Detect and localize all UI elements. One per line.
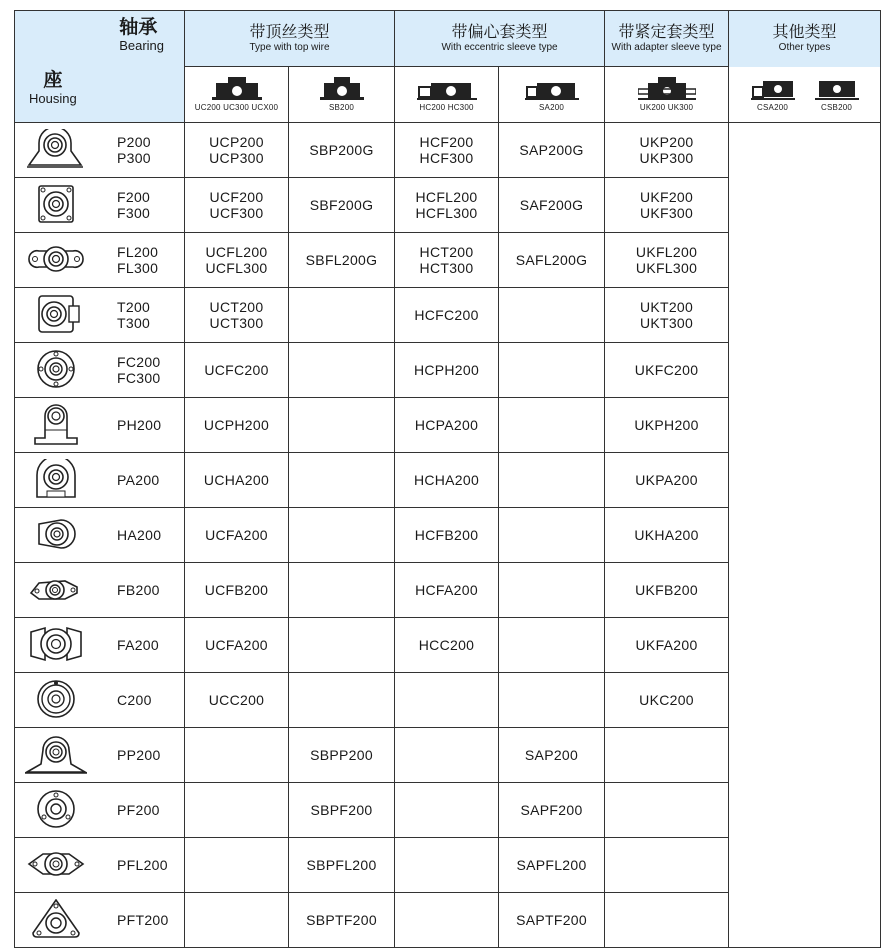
housing-code-value: T300	[117, 315, 151, 331]
group-header-row	[15, 11, 881, 67]
uc-cell	[185, 508, 289, 563]
uk-cell	[605, 838, 729, 893]
hc-cell	[395, 563, 499, 618]
uk-cell	[605, 728, 729, 783]
hc-cell-value: HCPH200	[413, 362, 480, 378]
sa-cell: SAP200	[499, 728, 605, 783]
subtype-other: CSA200 CSB200	[729, 67, 881, 123]
eccentric-collar-bearing-icon	[417, 77, 477, 101]
housing-cell	[15, 728, 185, 783]
housing-code-value: F300	[117, 205, 151, 221]
housing-cell	[15, 343, 185, 398]
housing-code-value: PFT200	[117, 912, 169, 928]
housing-code	[117, 472, 160, 488]
housing-code	[117, 857, 168, 873]
table-row	[15, 893, 881, 948]
hc-cell	[395, 233, 499, 288]
other-cell	[729, 673, 881, 728]
hc-cell-value: HCC200	[418, 637, 475, 653]
housing-cell	[15, 288, 185, 343]
other-cell	[729, 178, 881, 233]
housing-code-value: C200	[117, 692, 152, 708]
housing-code-value: T200	[117, 299, 151, 315]
uc-cell	[185, 288, 289, 343]
housing-cell	[15, 563, 185, 618]
uc-cell-value: UCFB200	[204, 582, 269, 598]
eccentric-narrow-bearing-icon	[525, 77, 579, 101]
oval-flange-icon	[25, 239, 87, 281]
housing-cell	[15, 618, 185, 673]
uk-cell-value: UKFA200	[635, 637, 698, 653]
sb-cell	[289, 508, 395, 563]
pressed-triangle-icon	[25, 899, 87, 941]
other-cell	[729, 618, 881, 673]
hc-cell-value: HCT200	[419, 244, 474, 260]
uc-cell	[185, 563, 289, 618]
subtype-uc: UC200 UC300 UCX00	[185, 67, 289, 123]
sb-cell: SBPTF200	[289, 893, 395, 948]
subtype-sa: SA200	[499, 67, 605, 123]
uk-cell	[605, 178, 729, 233]
other-cell	[729, 398, 881, 453]
uk-cell	[605, 233, 729, 288]
other-cell	[729, 563, 881, 618]
csb-bearing-icon	[815, 77, 859, 101]
hc-cell	[395, 178, 499, 233]
hc-cell	[395, 508, 499, 563]
sb-cell: SBPFL200	[289, 838, 395, 893]
table-row	[15, 398, 881, 453]
uc-cell-value: UCC200	[208, 692, 265, 708]
uk-cell	[605, 673, 729, 728]
uk-cell-value: UKHA200	[634, 527, 699, 543]
sb-cell: SBP200G	[289, 123, 395, 178]
housing-label: 座 Housing	[29, 70, 77, 106]
uc-cell-value: UCPH200	[203, 417, 270, 433]
housing-cell	[15, 398, 185, 453]
housing-code	[117, 692, 152, 708]
hc-cell-value: HCHA200	[413, 472, 480, 488]
insert-bearing-narrow-icon	[320, 77, 364, 101]
hc-cell	[395, 343, 499, 398]
table-row	[15, 728, 881, 783]
sa-cell: SAPF200	[499, 783, 605, 838]
housing-code-value: FC300	[117, 370, 161, 386]
uc-cell	[185, 893, 289, 948]
hc-cell	[395, 398, 499, 453]
hc-cell-value: HCPA200	[414, 417, 479, 433]
housing-code	[117, 299, 150, 331]
uc-cell	[185, 398, 289, 453]
housing-code	[117, 189, 150, 221]
group-adapter-sleeve: 带紧定套类型 With adapter sleeve type	[605, 11, 729, 67]
sa-cell	[499, 343, 605, 398]
housing-code	[117, 417, 161, 433]
uk-cell	[605, 618, 729, 673]
sa-cell: SAP200G	[499, 123, 605, 178]
housing-code	[117, 134, 151, 166]
subtype-hc: HC200 HC300	[395, 67, 499, 123]
table-row	[15, 618, 881, 673]
hc-cell	[395, 673, 499, 728]
uc-cell-value: UCFA200	[205, 637, 268, 653]
sb-cell	[289, 618, 395, 673]
table-row	[15, 453, 881, 508]
other-cell	[729, 233, 881, 288]
sa-cell	[499, 453, 605, 508]
corner-header	[15, 11, 185, 123]
uk-cell	[605, 453, 729, 508]
hc-cell	[395, 838, 499, 893]
other-cell	[729, 893, 881, 948]
uc-cell-value: UCF300	[209, 205, 264, 221]
sb-cell: SBFL200G	[289, 233, 395, 288]
uk-cell-value: UKC200	[639, 692, 694, 708]
group-top-wire: 带顶丝类型 Type with top wire	[185, 11, 395, 67]
housing-cell	[15, 123, 185, 178]
housing-code-value: FL300	[117, 260, 159, 276]
pillow-block-icon	[25, 129, 87, 171]
sa-cell: SAFL200G	[499, 233, 605, 288]
hc-cell-value: HCT300	[419, 260, 474, 276]
uk-cell	[605, 563, 729, 618]
table-row	[15, 288, 881, 343]
adjustable-flange-icon	[25, 624, 87, 666]
uc-cell-value: UCT200	[209, 299, 264, 315]
uc-cell	[185, 178, 289, 233]
housing-cell	[15, 508, 185, 563]
uk-cell	[605, 343, 729, 398]
other-cell	[729, 288, 881, 343]
uk-cell-value: UKF200	[639, 189, 694, 205]
pressed-pillow-icon	[25, 734, 87, 776]
hanger-icon	[25, 514, 87, 556]
tall-pillow-icon	[25, 404, 87, 446]
housing-code-value: PA200	[117, 472, 160, 488]
table-row	[15, 343, 881, 398]
three-bolt-flange-icon	[25, 569, 87, 611]
table-row	[15, 233, 881, 288]
sb-cell: SBPP200	[289, 728, 395, 783]
insert-bearing-set-screw-icon	[212, 77, 262, 101]
uk-cell-value: UKP300	[639, 150, 694, 166]
bearing-housing-table-wrapper	[14, 10, 880, 943]
housing-code-value: FB200	[117, 582, 160, 598]
round-flange-icon	[25, 349, 87, 391]
take-up-icon	[25, 294, 87, 336]
uc-cell-value: UCFL200	[205, 244, 268, 260]
uc-cell	[185, 453, 289, 508]
table-row	[15, 178, 881, 233]
uc-cell	[185, 673, 289, 728]
uc-cell	[185, 838, 289, 893]
housing-code-value: PP200	[117, 747, 161, 763]
other-cell	[729, 123, 881, 178]
hc-cell-value: HCFC200	[414, 307, 479, 323]
uk-cell-value: UKT200	[639, 299, 694, 315]
housing-cell	[15, 838, 185, 893]
housing-code	[117, 637, 159, 653]
housing-code	[117, 354, 161, 386]
group-eccentric-sleeve: 带偏心套类型 With eccentric sleeve type	[395, 11, 605, 67]
housing-code	[117, 527, 161, 543]
uk-cell-value: UKPA200	[635, 472, 698, 488]
housing-cell	[15, 893, 185, 948]
bearing-label: 轴承 Bearing	[119, 17, 164, 53]
uk-cell-value: UKT300	[639, 315, 694, 331]
housing-code-value: PH200	[117, 417, 162, 433]
sb-cell	[289, 563, 395, 618]
housing-code	[117, 747, 161, 763]
table-row	[15, 508, 881, 563]
uc-cell-value: UCP200	[209, 134, 264, 150]
table-row	[15, 783, 881, 838]
housing-cell	[15, 673, 185, 728]
sa-cell	[499, 398, 605, 453]
subtype-uk: UK200 UK300	[605, 67, 729, 123]
table-row	[15, 563, 881, 618]
other-cell	[729, 728, 881, 783]
housing-code-value: P200	[117, 134, 151, 150]
table-row	[15, 838, 881, 893]
csa-bearing-icon	[751, 77, 795, 101]
uc-cell	[185, 783, 289, 838]
housing-cell	[15, 453, 185, 508]
housing-code-value: P300	[117, 150, 151, 166]
other-cell	[729, 783, 881, 838]
hc-cell	[395, 893, 499, 948]
sb-cell	[289, 398, 395, 453]
other-cell	[729, 838, 881, 893]
hc-cell	[395, 618, 499, 673]
sa-cell	[499, 288, 605, 343]
uk-cell	[605, 783, 729, 838]
housing-code-value: FL200	[117, 244, 159, 260]
uc-cell	[185, 728, 289, 783]
housing-code-value: FA200	[117, 637, 159, 653]
housing-cell	[15, 233, 185, 288]
uc-cell-value: UCT300	[209, 315, 264, 331]
uc-cell	[185, 343, 289, 398]
adapter-sleeve-bearing-icon	[638, 77, 696, 101]
sb-cell	[289, 673, 395, 728]
housing-code-value: F200	[117, 189, 151, 205]
uk-cell-value: UKFC200	[634, 362, 699, 378]
uk-cell-value: UKF300	[639, 205, 694, 221]
sb-cell: SBPF200	[289, 783, 395, 838]
housing-code-value: PF200	[117, 802, 160, 818]
sa-cell	[499, 508, 605, 563]
housing-code	[117, 802, 160, 818]
table-row	[15, 123, 881, 178]
other-cell	[729, 453, 881, 508]
hc-cell-value: HCFA200	[415, 582, 478, 598]
uc-cell-value: UCFL300	[205, 260, 268, 276]
cartridge-icon	[25, 679, 87, 721]
square-flange-icon	[25, 184, 87, 226]
uc-cell-value: UCFC200	[204, 362, 269, 378]
uk-cell-value: UKFL200	[635, 244, 698, 260]
uk-cell	[605, 893, 729, 948]
uc-cell-value: UCHA200	[203, 472, 270, 488]
sa-cell: SAPTF200	[499, 893, 605, 948]
sa-cell: SAF200G	[499, 178, 605, 233]
uk-cell	[605, 123, 729, 178]
other-cell	[729, 508, 881, 563]
uc-cell	[185, 123, 289, 178]
sb-cell	[289, 288, 395, 343]
hc-cell-value: HCFL300	[415, 205, 478, 221]
housing-code-value: PFL200	[117, 857, 168, 873]
uc-cell-value: UCP300	[209, 150, 264, 166]
hc-cell-value: HCF200	[419, 134, 474, 150]
table-row	[15, 673, 881, 728]
hc-cell	[395, 453, 499, 508]
uk-cell	[605, 508, 729, 563]
housing-cell	[15, 178, 185, 233]
bearing-housing-table	[14, 10, 881, 948]
housing-code-value: HA200	[117, 527, 162, 543]
group-other: 其他类型 Other types	[729, 11, 881, 67]
hc-cell	[395, 728, 499, 783]
uk-cell-value: UKFL300	[635, 260, 698, 276]
pressed-two-bolt-icon	[25, 844, 87, 886]
uc-cell	[185, 233, 289, 288]
uk-cell-value: UKFB200	[635, 582, 698, 598]
hc-cell	[395, 288, 499, 343]
sa-cell: SAPFL200	[499, 838, 605, 893]
sb-cell: SBF200G	[289, 178, 395, 233]
uc-cell	[185, 618, 289, 673]
hc-cell-value: HCF300	[419, 150, 474, 166]
other-cell	[729, 343, 881, 398]
hc-cell	[395, 783, 499, 838]
sb-cell	[289, 453, 395, 508]
hc-cell-value: HCFL200	[415, 189, 478, 205]
sb-cell	[289, 343, 395, 398]
uk-cell-value: UKP200	[639, 134, 694, 150]
uk-cell	[605, 288, 729, 343]
tapped-base-icon	[25, 459, 87, 501]
housing-code-value: FC200	[117, 354, 161, 370]
uk-cell-value: UKPH200	[634, 417, 699, 433]
pressed-flange-icon	[25, 789, 87, 831]
hc-cell	[395, 123, 499, 178]
sa-cell	[499, 673, 605, 728]
uk-cell	[605, 398, 729, 453]
uc-cell-value: UCF200	[209, 189, 264, 205]
housing-code	[117, 582, 160, 598]
subtype-sb: SB200	[289, 67, 395, 123]
housing-cell	[15, 783, 185, 838]
uc-cell-value: UCFA200	[205, 527, 268, 543]
sa-cell	[499, 563, 605, 618]
hc-cell-value: HCFB200	[414, 527, 479, 543]
housing-code	[117, 244, 158, 276]
housing-code	[117, 912, 169, 928]
sa-cell	[499, 618, 605, 673]
